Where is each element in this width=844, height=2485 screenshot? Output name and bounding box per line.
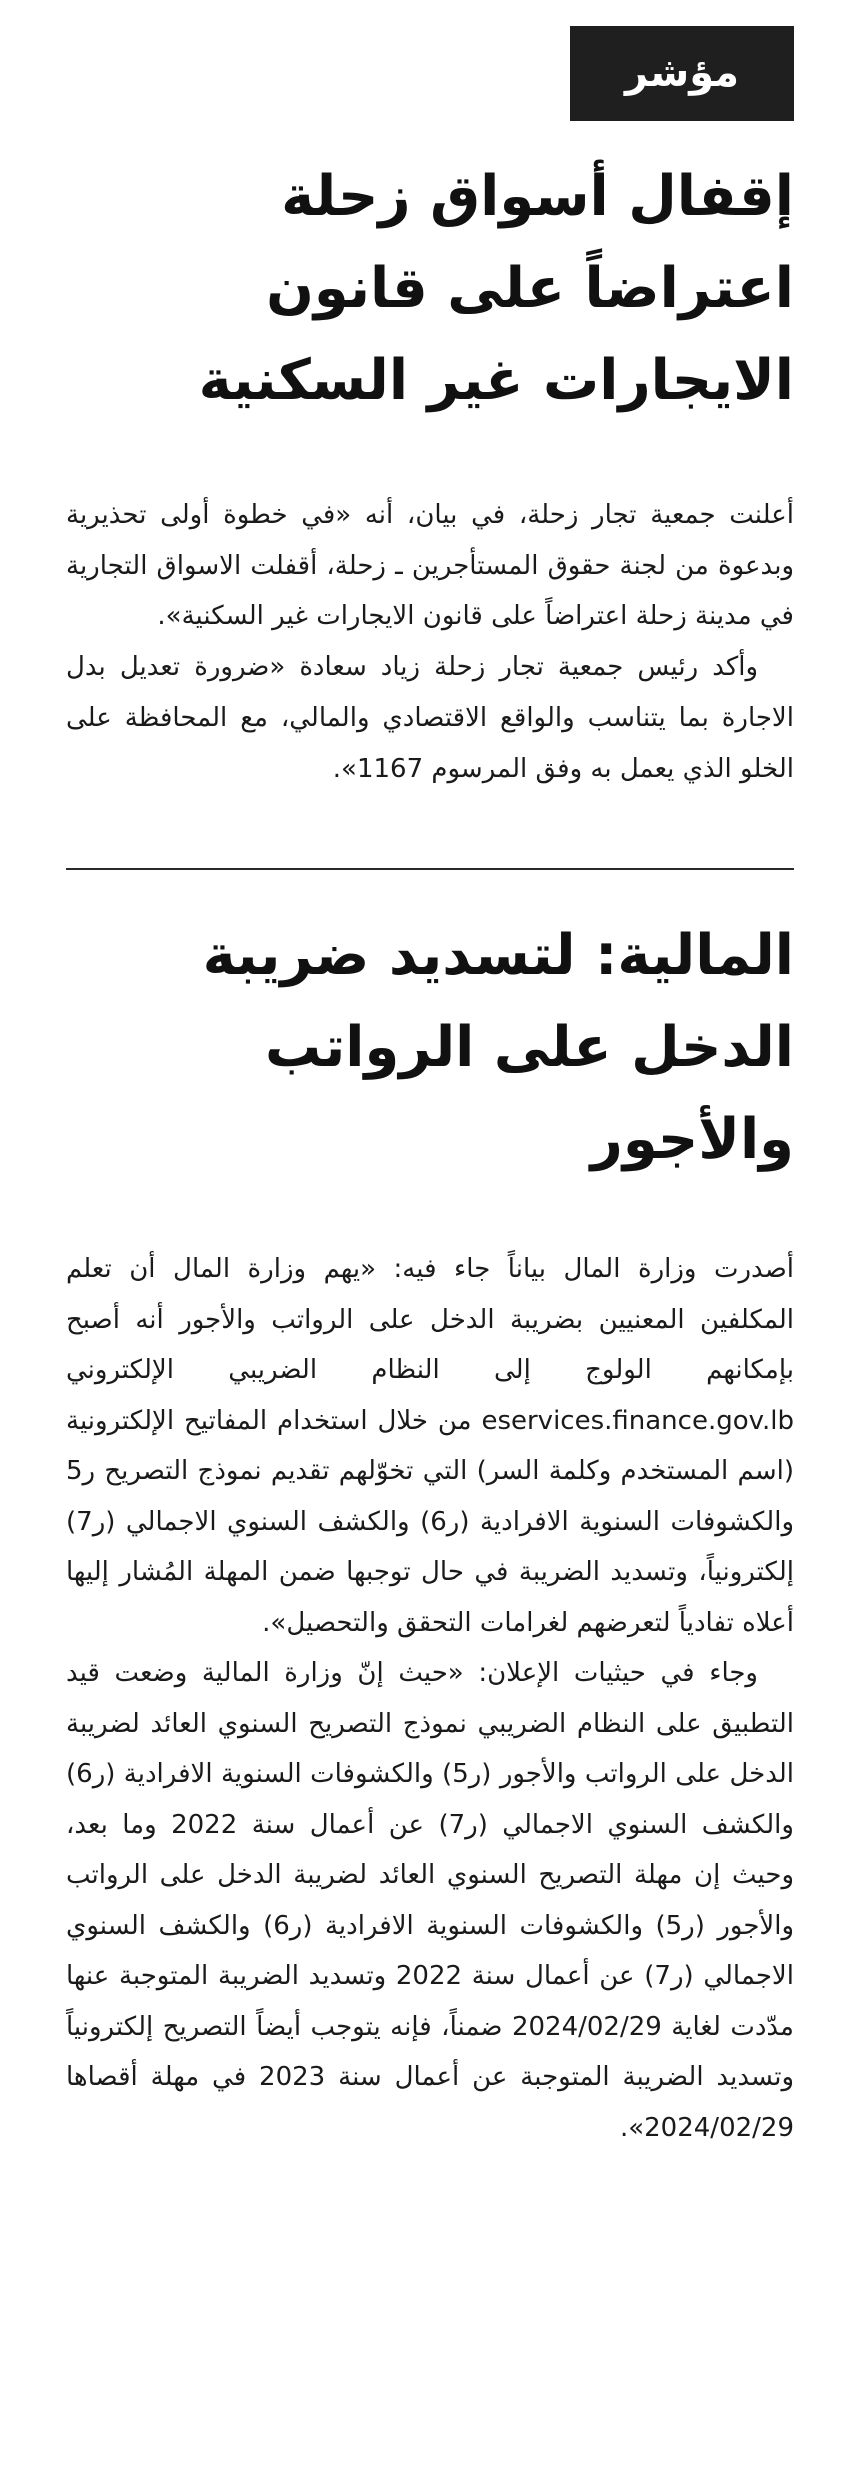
article-2-paragraph bbox=[66, 1244, 794, 1648]
section-label: مؤشر bbox=[570, 26, 794, 121]
section-label-row bbox=[66, 0, 794, 121]
article-souks-closure bbox=[66, 151, 794, 794]
article-1-paragraph: أعلنت جمعية تجار زحلة، في بيان، أنه «في خطوة أولى تحذيرية وبدعوة من لجنة حقوق المستأجرين ـ زحلة، أقفلت الاسواق التجارية في مدينة زحلة اعتراضاً على قانون الايجارات غير السكنية». bbox=[66, 500, 794, 632]
article-2-paragraph-1-start: أصدرت وزارة المال بياناً جاء فيه: «يهم وزارة المال أن تعلم المكلفين المعنيين بضريبة الدخل على الرواتب والأجور أنه أصبح بإمكانهم الولوج إلى النظام الضريبي الإلكتروني bbox=[66, 1254, 794, 1386]
article-2-headline: المالية: لتسديد ضريبة الدخل على الرواتب والأجور bbox=[202, 923, 794, 1173]
article-2-paragraph-1-end: من خلال استخدام المفاتيح الإلكترونية (اسم المستخدم وكلمة السر) التي تخوّلهم تقديم نموذج التصريح ر5 والكشوفات السنوية الافرادية (ر6) والكشف السنوي الاجمالي (ر7) إلكترونياً، وتسديد الضريبة في حال توجبها ضمن المهلة المُشار إليها أعلاه تفادياً لتعرضهم لغرامات التحقق والتحصيل». bbox=[66, 1405, 794, 1638]
article-divider bbox=[66, 868, 794, 870]
article-1-headline: إقفال أسواق زحلة اعتراضاً على قانون الايجارات غير السكنية bbox=[198, 164, 794, 413]
article-2-body bbox=[66, 1244, 794, 2153]
article-1-paragraph: وأكد رئيس جمعية تجار زحلة زياد سعادة «ضرورة تعديل بدل الاجارة بما يتناسب والواقع الاقتصادي والمالي، مع المحافظة على الخلو الذي يعمل به وفق المرسوم 1167». bbox=[66, 652, 794, 784]
article-finance-tax bbox=[66, 910, 794, 2153]
eservices-website-link[interactable]: eservices.finance.gov.lb bbox=[481, 1405, 794, 1436]
article-2-paragraph: وجاء في حيثيات الإعلان: «حيث إنّ وزارة المالية وضعت قيد التطبيق على النظام الضريبي نموذج التصريح السنوي العائد لضريبة الدخل على الرواتب والأجور (ر5) والكشوفات السنوية الافرادية (ر6) والكشف السنوي الاجمالي (ر7) عن أعمال سنة 2022 وما بعد، وحيث إن مهلة التصريح السنوي العائد لضريبة الدخل على الرواتب والأجور (ر5) والكشوفات السنوية الافرادية (ر6) والكشف السنوي الاجمالي (ر7) عن أعمال سنة 2022 وتسديد الضريبة المتوجبة عنها مدّدت لغاية 2024/02/29 ضمناً، فإنه يتوجب أيضاً التصريح إلكترونياً وتسديد الضريبة المتوجبة عن أعمال سنة 2023 في مهلة أقصاها 2024/02/29». bbox=[66, 1658, 795, 2143]
article-1-body bbox=[66, 490, 794, 794]
